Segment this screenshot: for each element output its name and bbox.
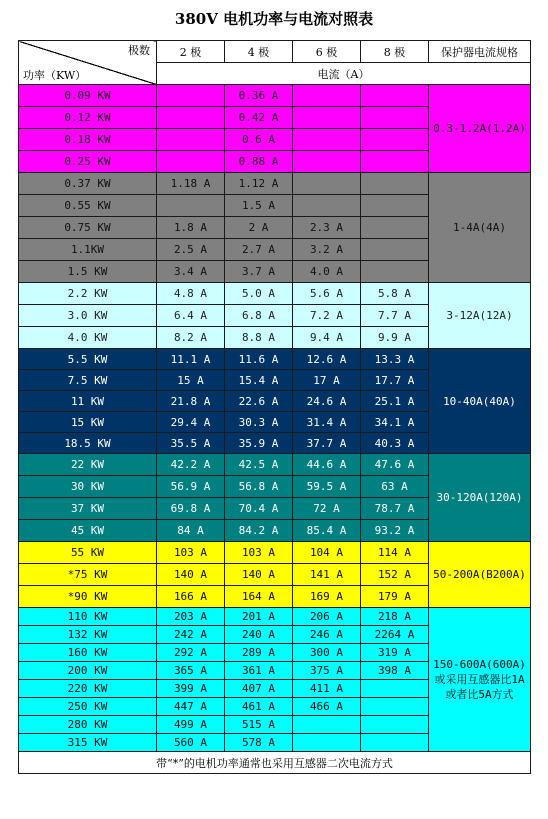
protector-spec-cell: 0.3-1.2A(1.2A)	[429, 85, 531, 173]
power-cell: 3.0 KW	[19, 305, 157, 327]
current-2-pole-cell: 499 A	[157, 716, 225, 734]
power-cell: 0.25 KW	[19, 151, 157, 173]
current-4-pole-cell: 578 A	[225, 734, 293, 752]
current-6-pole-cell: 4.0 A	[293, 261, 361, 283]
current-2-pole-cell: 84 A	[157, 520, 225, 542]
current-4-pole-cell: 2 A	[225, 217, 293, 239]
current-6-pole-cell	[293, 151, 361, 173]
current-4-pole-cell: 35.9 A	[225, 433, 293, 454]
current-2-pole-cell: 56.9 A	[157, 476, 225, 498]
power-cell: 45 KW	[19, 520, 157, 542]
current-2-pole-cell: 21.8 A	[157, 391, 225, 412]
power-cell: 4.0 KW	[19, 327, 157, 349]
current-4-pole-cell: 240 A	[225, 626, 293, 644]
current-2-pole-cell: 35.5 A	[157, 433, 225, 454]
current-4-pole-cell: 1.5 A	[225, 195, 293, 217]
footnote: 带“*”的电机功率通常也采用互感器二次电流方式	[19, 752, 531, 774]
current-6-pole-cell: 72 A	[293, 498, 361, 520]
current-8-pole-cell: 7.7 A	[361, 305, 429, 327]
current-6-pole-cell: 3.2 A	[293, 239, 361, 261]
pole-header-8: 8 极	[361, 41, 429, 63]
power-cell: *75 KW	[19, 564, 157, 586]
protector-spec-cell: 50-200A(B200A)	[429, 542, 531, 608]
current-8-pole-cell	[361, 195, 429, 217]
current-6-pole-cell: 5.6 A	[293, 283, 361, 305]
current-6-pole-cell: 59.5 A	[293, 476, 361, 498]
current-8-pole-cell	[361, 680, 429, 698]
power-cell: 220 KW	[19, 680, 157, 698]
current-4-pole-cell: 84.2 A	[225, 520, 293, 542]
current-6-pole-cell	[293, 734, 361, 752]
current-4-pole-cell: 201 A	[225, 608, 293, 626]
current-8-pole-cell	[361, 85, 429, 107]
power-header-label: 功率（KW）	[23, 69, 87, 82]
current-6-pole-cell: 44.6 A	[293, 454, 361, 476]
current-4-pole-cell: 289 A	[225, 644, 293, 662]
current-2-pole-cell: 69.8 A	[157, 498, 225, 520]
power-cell: 1.1KW	[19, 239, 157, 261]
current-2-pole-cell: 292 A	[157, 644, 225, 662]
current-6-pole-cell: 9.4 A	[293, 327, 361, 349]
protector-spec-cell: 3-12A(12A)	[429, 283, 531, 349]
power-cell: 15 KW	[19, 412, 157, 433]
current-4-pole-cell: 164 A	[225, 586, 293, 608]
protector-spec-cell: 10-40A(40A)	[429, 349, 531, 454]
power-cell: 0.18 KW	[19, 129, 157, 151]
current-8-pole-cell: 9.9 A	[361, 327, 429, 349]
power-cell: 7.5 KW	[19, 370, 157, 391]
power-cell: 200 KW	[19, 662, 157, 680]
current-6-pole-cell: 85.4 A	[293, 520, 361, 542]
power-cell: 110 KW	[19, 608, 157, 626]
pole-header-2: 2 极	[157, 41, 225, 63]
current-2-pole-cell: 203 A	[157, 608, 225, 626]
current-4-pole-cell: 11.6 A	[225, 349, 293, 370]
current-2-pole-cell: 399 A	[157, 680, 225, 698]
current-8-pole-cell	[361, 239, 429, 261]
current-4-pole-cell: 2.7 A	[225, 239, 293, 261]
power-cell: 0.37 KW	[19, 173, 157, 195]
current-8-pole-cell	[361, 129, 429, 151]
current-2-pole-cell: 3.4 A	[157, 261, 225, 283]
current-2-pole-cell: 29.4 A	[157, 412, 225, 433]
current-6-pole-cell	[293, 195, 361, 217]
footnote-row	[19, 752, 531, 774]
current-4-pole-cell: 461 A	[225, 698, 293, 716]
table-row	[19, 454, 531, 476]
pole-header-4: 4 极	[225, 41, 293, 63]
current-2-pole-cell: 2.5 A	[157, 239, 225, 261]
current-8-pole-cell: 152 A	[361, 564, 429, 586]
current-6-pole-cell: 24.6 A	[293, 391, 361, 412]
current-2-pole-cell: 42.2 A	[157, 454, 225, 476]
current-6-pole-cell: 246 A	[293, 626, 361, 644]
table-row	[19, 283, 531, 305]
current-6-pole-cell: 466 A	[293, 698, 361, 716]
power-cell: 30 KW	[19, 476, 157, 498]
current-8-pole-cell: 93.2 A	[361, 520, 429, 542]
current-4-pole-cell: 140 A	[225, 564, 293, 586]
current-4-pole-cell: 15.4 A	[225, 370, 293, 391]
current-8-pole-cell: 5.8 A	[361, 283, 429, 305]
power-cell: 55 KW	[19, 542, 157, 564]
motor-current-table	[18, 40, 531, 774]
current-4-pole-cell: 22.6 A	[225, 391, 293, 412]
current-2-pole-cell: 1.8 A	[157, 217, 225, 239]
current-8-pole-cell: 34.1 A	[361, 412, 429, 433]
pole-header-6: 6 极	[293, 41, 361, 63]
current-2-pole-cell: 560 A	[157, 734, 225, 752]
current-4-pole-cell: 3.7 A	[225, 261, 293, 283]
current-4-pole-cell: 361 A	[225, 662, 293, 680]
current-6-pole-cell: 12.6 A	[293, 349, 361, 370]
current-6-pole-cell	[293, 129, 361, 151]
power-cell: 37 KW	[19, 498, 157, 520]
poles-header-label: 极数	[128, 44, 150, 57]
current-6-pole-cell: 104 A	[293, 542, 361, 564]
current-4-pole-cell: 30.3 A	[225, 412, 293, 433]
current-8-pole-cell	[361, 734, 429, 752]
current-8-pole-cell	[361, 173, 429, 195]
current-6-pole-cell: 375 A	[293, 662, 361, 680]
current-8-pole-cell: 25.1 A	[361, 391, 429, 412]
current-6-pole-cell	[293, 85, 361, 107]
current-2-pole-cell	[157, 151, 225, 173]
current-8-pole-cell: 78.7 A	[361, 498, 429, 520]
current-2-pole-cell: 447 A	[157, 698, 225, 716]
power-cell: 5.5 KW	[19, 349, 157, 370]
current-4-pole-cell: 407 A	[225, 680, 293, 698]
header-row	[19, 41, 531, 63]
current-2-pole-cell: 11.1 A	[157, 349, 225, 370]
current-4-pole-cell: 0.42 A	[225, 107, 293, 129]
current-8-pole-cell: 13.3 A	[361, 349, 429, 370]
current-4-pole-cell: 0.36 A	[225, 85, 293, 107]
power-cell: 2.2 KW	[19, 283, 157, 305]
current-8-pole-cell: 179 A	[361, 586, 429, 608]
current-2-pole-cell: 365 A	[157, 662, 225, 680]
current-8-pole-cell: 47.6 A	[361, 454, 429, 476]
power-cell: 160 KW	[19, 644, 157, 662]
current-6-pole-cell: 37.7 A	[293, 433, 361, 454]
current-8-pole-cell	[361, 217, 429, 239]
protector-spec-cell: 1-4A(4A)	[429, 173, 531, 283]
power-cell: 250 KW	[19, 698, 157, 716]
current-6-pole-cell: 169 A	[293, 586, 361, 608]
current-8-pole-cell: 40.3 A	[361, 433, 429, 454]
current-6-pole-cell	[293, 716, 361, 734]
current-2-pole-cell: 6.4 A	[157, 305, 225, 327]
current-2-pole-cell	[157, 195, 225, 217]
current-6-pole-cell: 17 A	[293, 370, 361, 391]
current-2-pole-cell: 242 A	[157, 626, 225, 644]
diagonal-header-cell	[19, 41, 157, 85]
current-8-pole-cell: 398 A	[361, 662, 429, 680]
current-2-pole-cell	[157, 129, 225, 151]
current-4-pole-cell: 42.5 A	[225, 454, 293, 476]
current-4-pole-cell: 1.12 A	[225, 173, 293, 195]
current-2-pole-cell	[157, 107, 225, 129]
current-8-pole-cell	[361, 716, 429, 734]
current-4-pole-cell: 5.0 A	[225, 283, 293, 305]
current-8-pole-cell	[361, 151, 429, 173]
table-row	[19, 85, 531, 107]
current-2-pole-cell: 15 A	[157, 370, 225, 391]
power-cell: 1.5 KW	[19, 261, 157, 283]
table-row	[19, 349, 531, 370]
current-unit-header: 电流（A）	[157, 63, 531, 85]
current-4-pole-cell: 6.8 A	[225, 305, 293, 327]
current-8-pole-cell: 319 A	[361, 644, 429, 662]
table-row	[19, 542, 531, 564]
power-cell: 11 KW	[19, 391, 157, 412]
current-2-pole-cell: 1.18 A	[157, 173, 225, 195]
current-4-pole-cell: 56.8 A	[225, 476, 293, 498]
protector-spec-cell: 30-120A(120A)	[429, 454, 531, 542]
power-cell: 0.09 KW	[19, 85, 157, 107]
power-cell: 18.5 KW	[19, 433, 157, 454]
current-6-pole-cell	[293, 173, 361, 195]
current-4-pole-cell: 515 A	[225, 716, 293, 734]
current-8-pole-cell: 114 A	[361, 542, 429, 564]
current-6-pole-cell: 411 A	[293, 680, 361, 698]
power-cell: 315 KW	[19, 734, 157, 752]
current-6-pole-cell: 141 A	[293, 564, 361, 586]
current-4-pole-cell: 0.6 A	[225, 129, 293, 151]
current-8-pole-cell: 17.7 A	[361, 370, 429, 391]
current-8-pole-cell: 2264 A	[361, 626, 429, 644]
current-4-pole-cell: 70.4 A	[225, 498, 293, 520]
current-2-pole-cell: 140 A	[157, 564, 225, 586]
current-8-pole-cell: 218 A	[361, 608, 429, 626]
current-6-pole-cell: 2.3 A	[293, 217, 361, 239]
power-cell: 0.55 KW	[19, 195, 157, 217]
current-2-pole-cell: 8.2 A	[157, 327, 225, 349]
power-cell: 22 KW	[19, 454, 157, 476]
current-8-pole-cell	[361, 261, 429, 283]
current-8-pole-cell: 63 A	[361, 476, 429, 498]
current-4-pole-cell: 103 A	[225, 542, 293, 564]
current-6-pole-cell: 300 A	[293, 644, 361, 662]
table-row	[19, 608, 531, 626]
current-4-pole-cell: 0.88 A	[225, 151, 293, 173]
current-4-pole-cell: 8.8 A	[225, 327, 293, 349]
current-2-pole-cell: 103 A	[157, 542, 225, 564]
power-cell: 280 KW	[19, 716, 157, 734]
page-title: 380V 电机功率与电流对照表	[174, 10, 374, 28]
power-cell: *90 KW	[19, 586, 157, 608]
spec-header: 保护器电流规格	[429, 41, 531, 63]
current-6-pole-cell	[293, 107, 361, 129]
protector-spec-cell: 150-600A(600A)或采用互感器比1A或者比5A方式	[429, 608, 531, 752]
current-6-pole-cell: 31.4 A	[293, 412, 361, 433]
current-2-pole-cell: 4.8 A	[157, 283, 225, 305]
current-8-pole-cell	[361, 698, 429, 716]
table-row	[19, 173, 531, 195]
current-6-pole-cell: 206 A	[293, 608, 361, 626]
current-2-pole-cell	[157, 85, 225, 107]
current-6-pole-cell: 7.2 A	[293, 305, 361, 327]
power-cell: 0.12 KW	[19, 107, 157, 129]
current-2-pole-cell: 166 A	[157, 586, 225, 608]
power-cell: 132 KW	[19, 626, 157, 644]
table-body	[19, 41, 531, 774]
power-cell: 0.75 KW	[19, 217, 157, 239]
current-8-pole-cell	[361, 107, 429, 129]
